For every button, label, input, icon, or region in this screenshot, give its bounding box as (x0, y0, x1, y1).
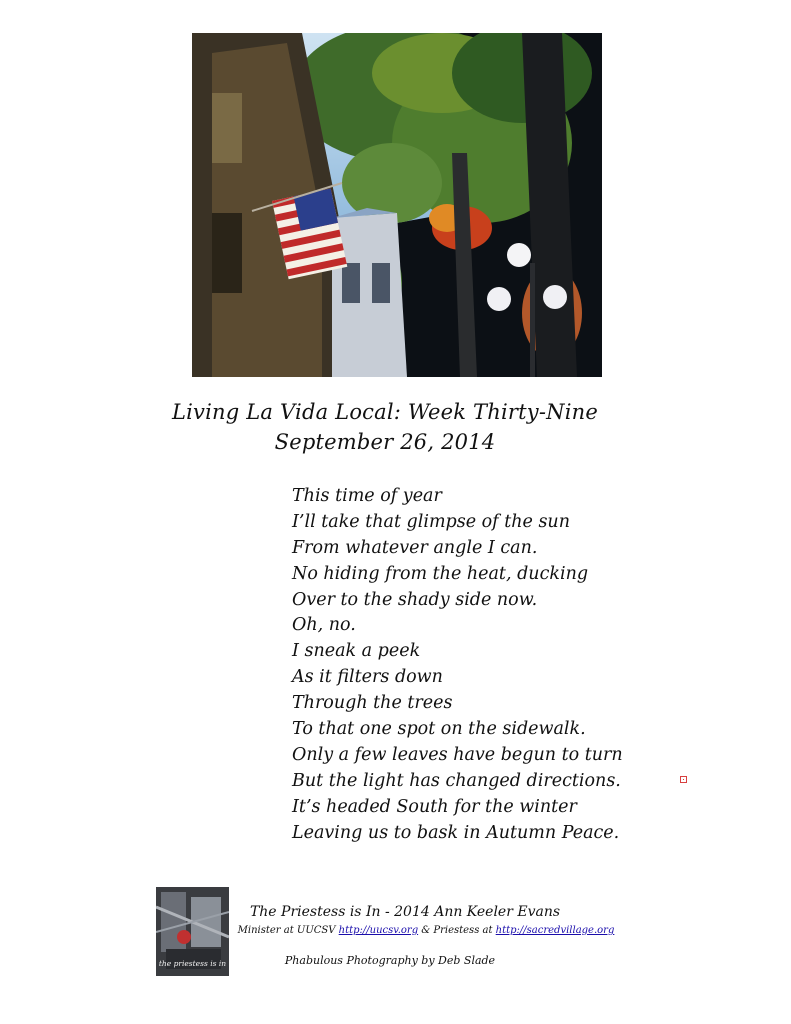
role-middle: & Priestess at (418, 925, 496, 936)
author-roles (228, 925, 624, 936)
poem-line: Through the trees (292, 693, 453, 714)
poem-body (292, 484, 623, 846)
role-prefix: Minister at UUCSV (237, 925, 339, 936)
uucsv-link[interactable]: http://uucsv.org (338, 925, 419, 936)
author-byline: The Priestess is In - 2014 Ann Keeler Evans (249, 904, 561, 920)
poem-line: This time of year (292, 486, 442, 506)
photo-credit: Phabulous Photography by Deb Slade (284, 954, 496, 967)
poem-line: As it filters down (292, 667, 443, 688)
poem-line: From whatever angle I can. (292, 537, 538, 558)
thumbnail-caption: the priestess is in (158, 959, 227, 968)
poem-line: No hiding from the heat, ducking (292, 563, 589, 584)
poem-line: It’s headed South for the winter (292, 796, 577, 817)
poem-line: Oh, no. (292, 615, 356, 636)
priestess-thumbnail (156, 887, 229, 976)
header-photo (192, 33, 602, 377)
poem-line: Only a few leaves have begun to turn (292, 744, 623, 765)
poem-line: To that one spot on the sidewalk. (292, 719, 586, 740)
poem-title: Living La Vida Local: Week Thirty-Nine (172, 400, 598, 424)
poem-line: Over to the shady side now. (292, 589, 538, 610)
poem-line: Leaving us to bask in Autumn Peace. (292, 822, 620, 843)
sacredvillage-link[interactable]: http://sacredvillage.org (495, 925, 615, 936)
broken-image-icon (680, 776, 687, 783)
poem-line: But the light has changed directions. (292, 770, 621, 791)
poem-date: September 26, 2014 (274, 430, 496, 454)
poem-line: I’ll take that glimpse of the sun (292, 511, 570, 532)
poem-line: I sneak a peek (292, 641, 421, 662)
